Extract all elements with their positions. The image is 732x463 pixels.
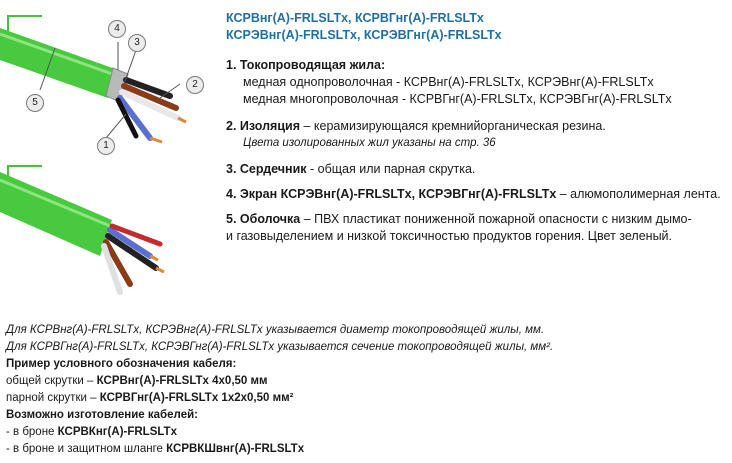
callout-3: 3 xyxy=(128,34,146,52)
note-section: Для КСРВГнг(А)-FRLSLTx, КСРЭВГнг(А)-FRLSLTx указывается сечение токопроводящей жилы, мм². xyxy=(6,341,554,353)
variant-armor: - в броне КСРВКнг(А)-FRLSLTx xyxy=(6,426,177,438)
item-3: 3. Сердечник - общая или парная скрутка. xyxy=(226,162,476,176)
cable-title-line-2: КСРЭВнг(А)-FRLSLTx, КСРЭВГнг(А)-FRLSLTx xyxy=(226,28,502,42)
item-4: 4. Экран КСРЭВнг(А)-FRLSLTx, КСРЭВГнг(А)-FRLSLTx – алюмополимерная лента. xyxy=(226,187,721,201)
callout-1: 1 xyxy=(97,137,115,155)
item-1-line-2: медная многопроволочная - КСРВГнг(А)-FRLSLTx, КСРЭВГнг(А)-FRLSLTx xyxy=(243,92,672,106)
item-2: 2. Изоляция – керамизирующаяся кремнийорганическая резина. xyxy=(226,119,606,133)
example-heading: Пример условного обозначения кабеля: xyxy=(6,358,237,370)
cable-title-line-1: КСРВнг(А)-FRLSLTx, КСРВГнг(А)-FRLSLTx xyxy=(226,11,484,25)
example-common: общей скрутки – КСРВнг(А)-FRLSLTx 4х0,50 мм xyxy=(6,375,268,387)
cable-illustration-bottom xyxy=(0,160,215,300)
callout-4: 4 xyxy=(108,20,126,38)
callout-2: 2 xyxy=(186,76,204,94)
variant-armor-hose: - в броне и защитном шланге КСРВКШвнг(А)-FRLSLTx xyxy=(6,443,305,455)
item-2-note: Цвета изолированных жил указаны на стр. 36 xyxy=(243,137,496,149)
variants-heading: Возможно изготовление кабелей: xyxy=(6,409,198,421)
item-5: 5. Оболочка – ПВХ пластикат пониженной пожарной опасности с низким дымо- xyxy=(226,212,692,226)
item-1-title: 1. Токопроводящая жила: xyxy=(226,58,386,72)
example-pair: парной скрутки – КСРВГнг(А)-FRLSLTx 1х2х0,50 мм² xyxy=(6,392,294,404)
note-diameter: Для КСРВнг(А)-FRLSLTx, КСРЭВнг(А)-FRLSLTx указывается диаметр токопроводящей жилы, мм. xyxy=(6,324,545,336)
item-5-line-2: и газовыделением и низкой токсичностью продуктов горения. Цвет зеленый. xyxy=(226,229,673,243)
item-1-line-1: медная однопроволочная - КСРВнг(А)-FRLSLTx, КСРЭВнг(А)-FRLSLTx xyxy=(243,75,654,89)
callout-5: 5 xyxy=(26,94,44,112)
